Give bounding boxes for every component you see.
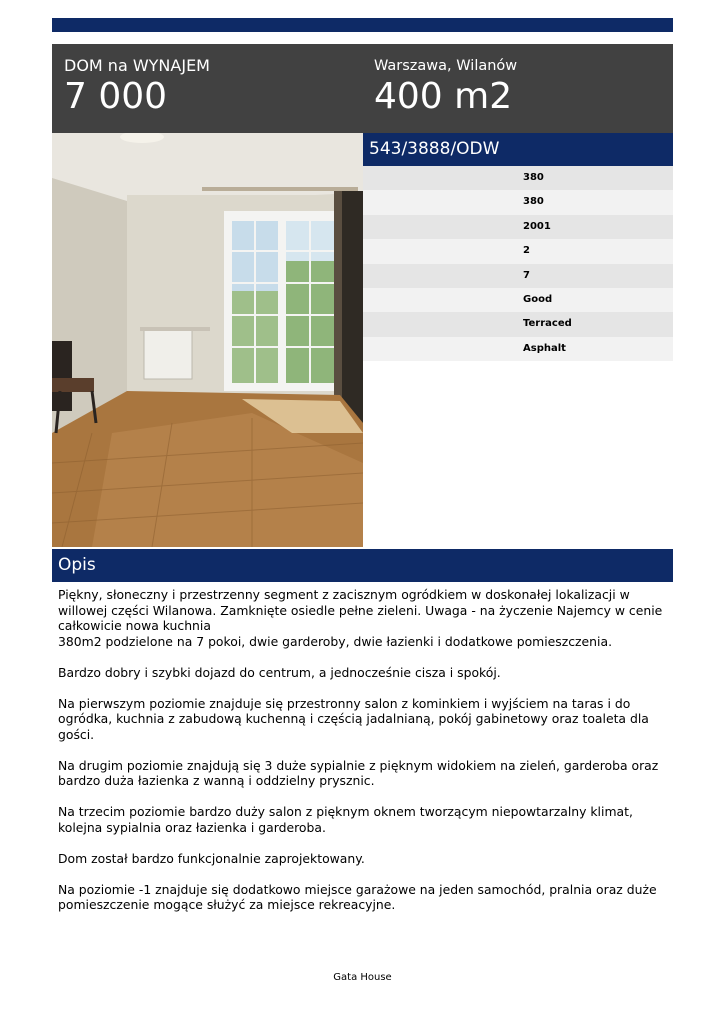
description-paragraph: Dom został bardzo funkcjonalnie zaprojektowany. <box>58 850 365 866</box>
description-heading-bar <box>52 549 673 582</box>
footer-company: Gata House <box>333 972 392 983</box>
detail-value: 7 <box>523 269 530 281</box>
description-paragraph: Na pierwszym poziomie znajduje się przestronny salon z kominkiem i wyjściem na taras i do ogródka, kuchnia z zabudową kuchenną i częścią jadalnianą, pokój gabinetowy oraz toaleta dla gości. <box>58 695 649 742</box>
listing-location: Warszawa, Wilanów <box>374 58 518 74</box>
detail-value: 2001 <box>523 220 551 232</box>
description-paragraph: Bardzo dobry i szybki dojazd do centrum, a jednocześnie cisza i spokój. <box>58 664 501 680</box>
detail-row <box>363 215 673 239</box>
description-paragraph: Na drugim poziomie znajdują się 3 duże sypialnie z pięknym widokiem na zieleń, garderoba oraz bardzo duża łazienka z wanną i oddzielny prysznic. <box>58 757 659 788</box>
listing-price: 7 000 <box>64 76 168 117</box>
detail-row <box>363 337 673 361</box>
detail-row <box>363 239 673 263</box>
reference-bar <box>363 133 673 166</box>
top-accent-bar <box>52 18 673 32</box>
detail-row <box>363 264 673 288</box>
detail-value: Asphalt <box>523 342 566 354</box>
description-body <box>58 587 668 928</box>
detail-value: 2 <box>523 245 530 257</box>
description-paragraph: Na trzecim poziomie bardzo duży salon z pięknym oknem tworzącym niepowtarzalny klimat, kolejna sypialnia oraz łazienka i garderoba. <box>58 804 633 835</box>
header-right <box>374 56 517 117</box>
detail-row <box>363 288 673 312</box>
detail-row <box>363 190 673 214</box>
details-table <box>363 166 673 361</box>
detail-value: 380 <box>523 172 544 183</box>
detail-row <box>363 312 673 336</box>
listing-area: 400 m2 <box>374 76 513 117</box>
detail-value: Good <box>523 293 553 305</box>
detail-value: 380 <box>523 196 544 208</box>
listing-type: DOM na WYNAJEM <box>64 56 210 75</box>
detail-value: Terraced <box>523 318 572 330</box>
listing-header <box>52 44 673 133</box>
description-heading: Opis <box>58 555 96 575</box>
header-left <box>64 56 210 117</box>
reference-number: 543/3888/ODW <box>369 139 500 159</box>
property-photo <box>52 133 363 547</box>
description-paragraph: Na poziomie -1 znajduje się dodatkowo miejsce garażowe na jeden samochód, pralnia oraz duże pomieszczenie mogące służyć za miejsce rekreacyjne. <box>58 881 657 912</box>
description-paragraph: Piękny, słoneczny i przestrzenny segment z zacisznym ogródkiem w doskonałej lokalizacji w willowej części Wilanowa. Zamknięte osiedle pełne zieleni. Uwaga - na życzenie Najemcy w cenie całkowicie nowa kuchnia 380m2 podzielone na 7 pokoi, dwie garderoby, dwie łazienki i dodatkowe pomieszczenia. <box>58 587 663 649</box>
detail-row <box>363 166 673 190</box>
